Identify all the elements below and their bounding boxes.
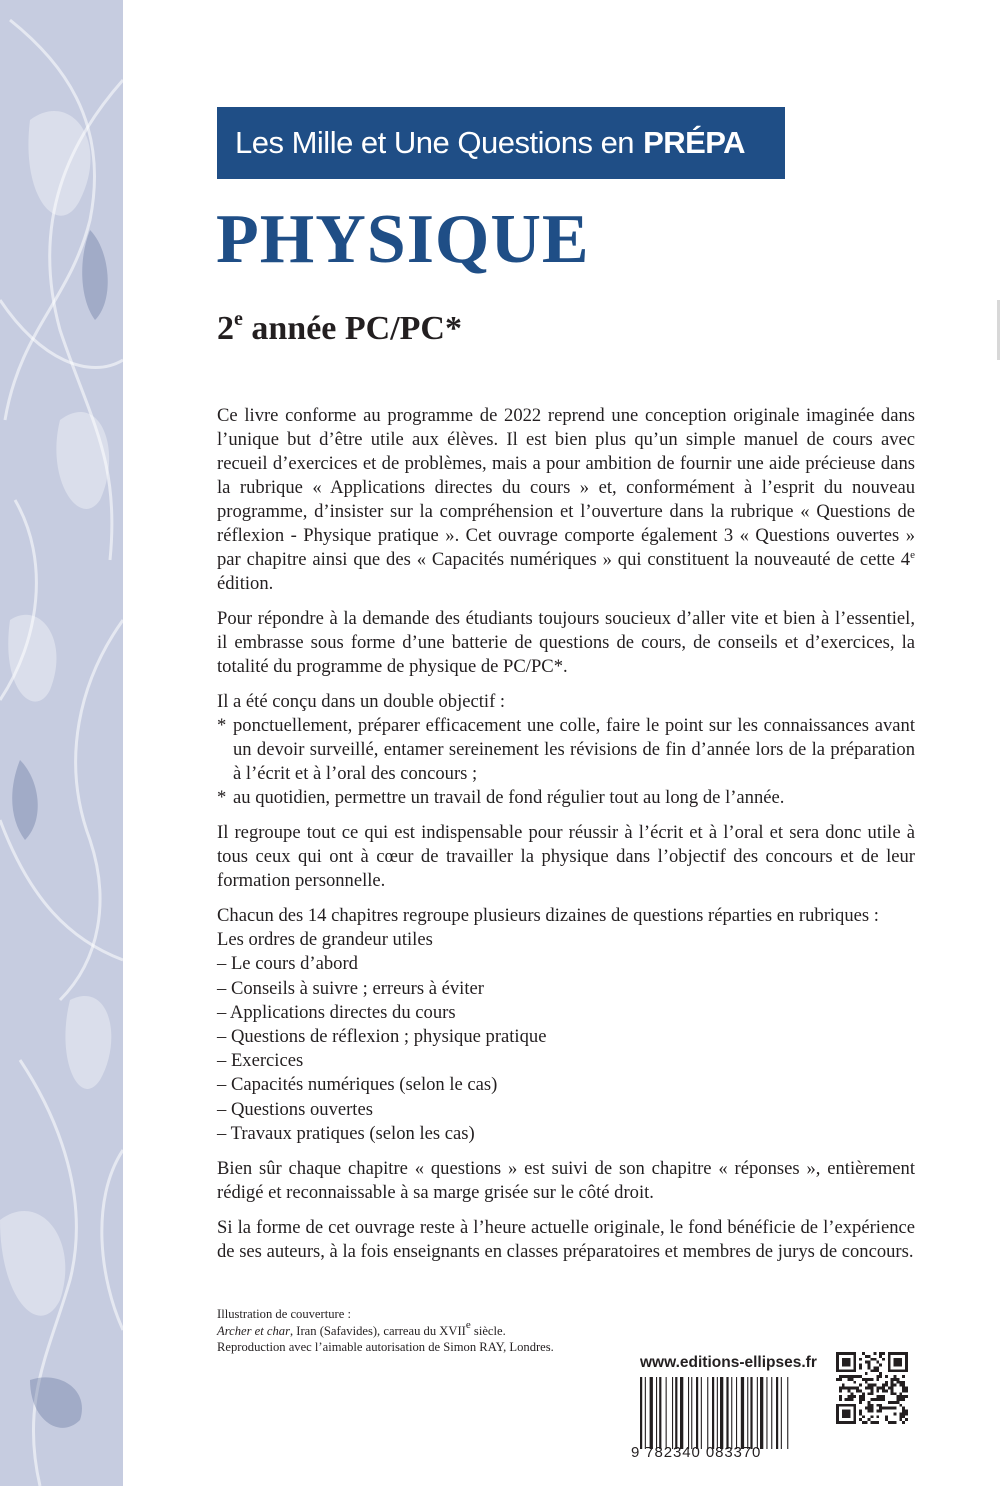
qr-code-icon[interactable] (836, 1352, 908, 1424)
book-subtitle (217, 310, 462, 348)
credits-line-1: Illustration de couverture : (217, 1307, 351, 1321)
bullet-marker: * (217, 715, 227, 736)
paragraph-7: Si la forme de cet ouvrage reste à l’heure actuelle originale, le fond bénéficie de l’expérience de ses auteurs, à la fois enseignants en classes préparatoires et membres de jurys de concours. (217, 1217, 915, 1263)
list-item: Les ordres de grandeur utiles (217, 929, 433, 951)
list-item (217, 786, 915, 810)
decorative-side-strip (0, 0, 123, 1486)
barcode-digits: 9 782340 083370 (631, 1444, 762, 1461)
list-item: – Questions ouvertes (217, 1098, 373, 1120)
list-item: – Travaux pratiques (selon les cas) (217, 1122, 475, 1144)
list-item: – Le cours d’abord (217, 953, 358, 975)
bullet-text: au quotidien, permettre un travail de fond régulier tout au long de l’année. (233, 787, 785, 808)
paragraph-1-sup: e (910, 549, 915, 561)
barcode-icon (640, 1377, 824, 1449)
bullet-marker: * (217, 787, 227, 808)
paragraph-1-end: édition. (217, 573, 274, 594)
paragraph-1 (217, 404, 915, 596)
bullet-text: ponctuellement, préparer efficacement une colle, faire le point sur les connaissances avant un devoir surveillé, entamer sereinement les révisions de fin d’année lors de la préparation à l’écrit et à l’oral des concours ; (233, 715, 915, 784)
list-item: – Exercices (217, 1050, 304, 1072)
series-bold: PRÉPA (643, 125, 746, 160)
series-banner (217, 107, 785, 179)
paragraph-2: Pour répondre à la demande des étudiants toujours soucieux d’aller vite et bien à l’essentiel, il embrasse sous forme d’une batterie de questions de cours, de conseils et d’exercices, la totalité du programme de physique de PC/PC*. (217, 608, 915, 677)
artwork-title: Archer et char (217, 1323, 290, 1338)
book-title: PHYSIQUE (216, 201, 590, 278)
paragraph-4: Il regroupe tout ce qui est indispensable pour réussir à l’écrit et à l’oral et sera donc utile à tous ceux qui ont à cœur de travailler la physique dans l’objectif des concours et de leur formation personnelle. (217, 822, 915, 891)
list-item: – Applications directes du cours (217, 1001, 456, 1023)
subtitle-lead: 2 (217, 310, 234, 347)
objective-list (217, 714, 915, 810)
list-item (217, 714, 915, 786)
floral-illustration (0, 0, 123, 1486)
illustration-credits (217, 1306, 554, 1356)
credits-line-2-sup: e (465, 1318, 471, 1331)
paragraph-6: Bien sûr chaque chapitre « questions » est suivi de son chapitre « réponses », entièrement rédigé et reconnaissable à sa marge grisée sur le côté droit. (217, 1158, 915, 1204)
publisher-website[interactable]: www.editions-ellipses.fr (640, 1354, 817, 1371)
list-item: – Capacités numériques (selon le cas) (217, 1074, 498, 1096)
credits-line-3: Reproduction avec l’aimable autorisation de Simon RAY, Londres. (217, 1340, 554, 1354)
credits-line-2-text: , Iran (Safavides), carreau du XVII (289, 1323, 466, 1338)
rubric-intro: Chacun des 14 chapitres regroupe plusieurs dizaines de questions réparties en rubriques : (217, 905, 879, 926)
back-cover-text (217, 404, 915, 1275)
subtitle-rest: année PC/PC* (242, 310, 462, 347)
series-prefix: Les Mille et Une Questions en (235, 125, 635, 160)
list-item: – Questions de réflexion ; physique pratique (217, 1026, 547, 1048)
paragraph-3-intro: Il a été conçu dans un double objectif : (217, 691, 506, 712)
rubric-list (217, 904, 915, 1146)
subtitle-sup: e (234, 308, 243, 330)
paragraph-1-text: Ce livre conforme au programme de 2022 reprend une conception originale imaginée dans l’unique but d’être utile aux élèves. Il est bien plus qu’un simple manuel de cours avec recueil d’exercices et de problèmes, mais a pour ambition de fournir une aide précieuse dans la rubrique « Applications directes du cours » et, conformément à l’esprit du nouveau programme, d’insister sur la compréhension et l’ouverture dans la rubrique « Questions de réflexion - Physique pratique ». Cet ouvrage comporte également 3 « Questions ouvertes » par chapitre ainsi que des « Capacités numériques » qui constituent la nouveauté de cette 4 (217, 405, 915, 570)
credits-line-2-end: siècle. (470, 1323, 506, 1338)
credits-line-2 (217, 1318, 554, 1340)
list-item: – Conseils à suivre ; erreurs à éviter (217, 977, 484, 999)
